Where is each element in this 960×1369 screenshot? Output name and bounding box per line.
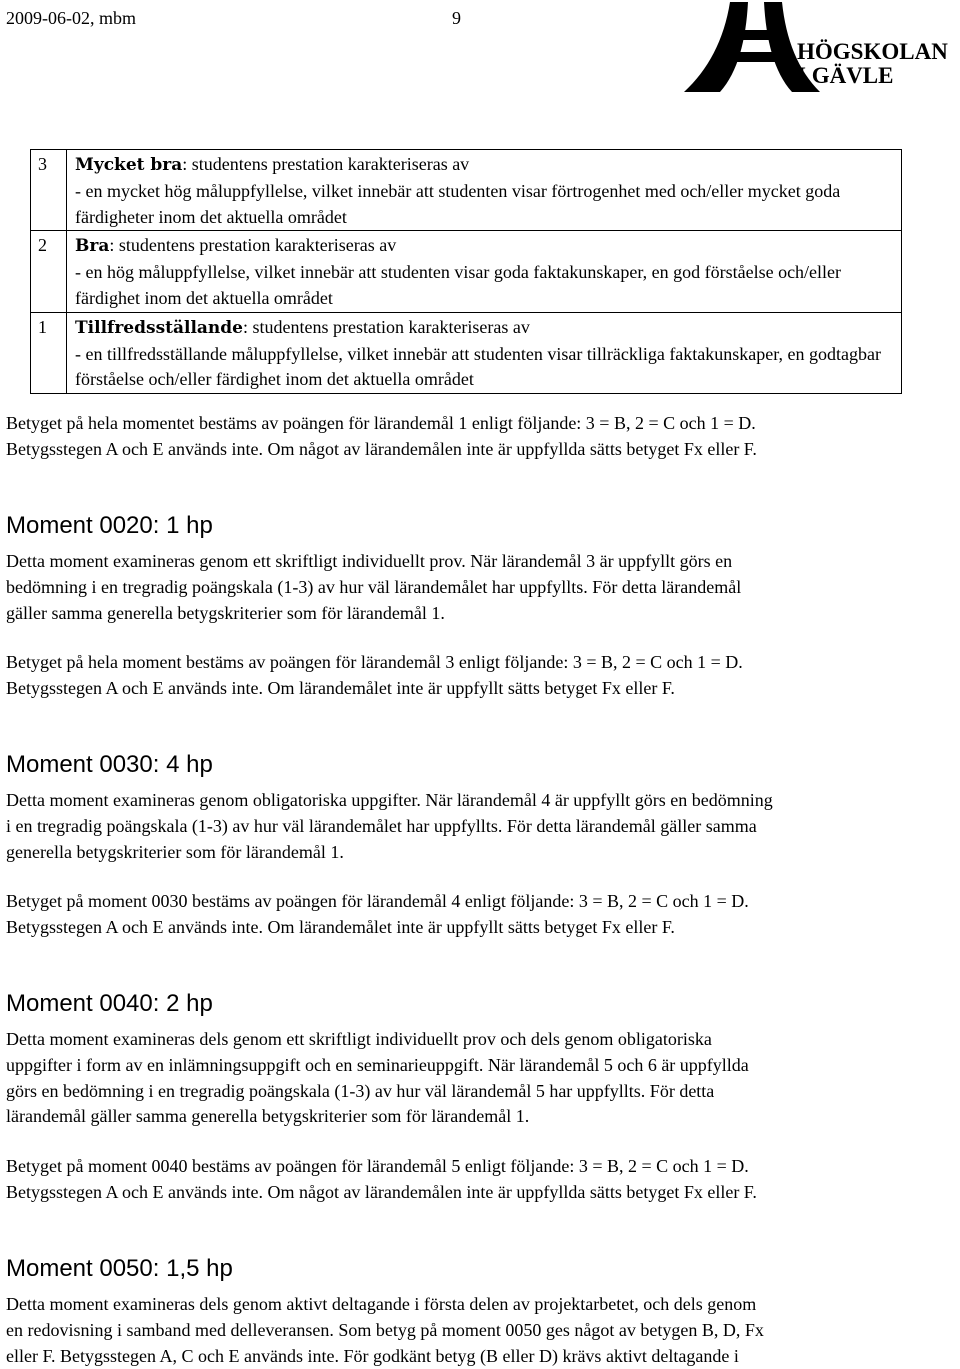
text-line: bedömning i en tregradig poängskala (1-3) av hur väl lärandemålet har uppfyllts. För detta lärandemål [6,576,742,597]
text-line: Detta moment examineras dels genom aktivt deltagande i första delen av projektarbetet, och dels genom [6,1294,757,1314]
grade-number: 2 [31,231,67,312]
text-line: Betygsstegen A och E används inte. Om lärandemålet inte är uppfyllt sätts betyget Fx eller F. [6,916,675,937]
logo-line-1: HÖGSKOLAN [797,39,948,64]
grade-intro: : studentens prestation karakteriseras av [243,316,530,337]
text-line: Betyget på moment 0030 bestäms av poängen för lärandemål 4 enligt följande: 3 = B, 2 = C och 1 = D. [6,891,749,911]
text-line: gäller samma generella betygskriterier som för lärandemål 1. [6,602,445,623]
page-number: 9 [452,8,461,28]
grade-detail: - en hög måluppfyllelse, vilket innebär att studenten visar goda faktakunskaper, en god förståelse och/eller färdighet inom det aktuella området [75,262,842,308]
text-line: i en tregradig poängskala (1-3) av hur väl lärandemålet har uppfyllts. För detta lärandemål gäller samma [6,815,757,836]
grade-number: 1 [31,312,67,393]
text-line: Betygsstegen A och E används inte. Om något av lärandemålen inte är uppfyllda sätts betyget Fx eller F. [6,438,757,459]
table-row [31,150,902,231]
logo-text [797,40,948,88]
grade-criteria-table [30,149,902,394]
logo-line-2: I GÄVLE [797,63,894,88]
section-heading-moment-0040: Moment 0040: 2 hp [6,990,213,1017]
grade-description [67,150,902,231]
text-line: Betygsstegen A och E används inte. Om lärandemålet inte är uppfyllt sätts betyget Fx eller F. [6,677,675,698]
text-line: Betyget på hela momentet bestäms av poängen för lärandemål 1 enligt följande: 3 = B, 2 = C och 1 = D. [6,413,756,433]
header-date-author: 2009-06-02, mbm [6,8,136,28]
text-line: uppgifter i form av en inlämningsuppgift och en seminarieuppgift. När lärandemål 5 och 6 är uppfyllda [6,1054,749,1075]
moment-0050-description [6,1292,951,1369]
grade-name: Bra [75,236,110,257]
text-line: Betygsstegen A och E används inte. Om något av lärandemålen inte är uppfyllda sätts betyget Fx eller F. [6,1181,757,1202]
grade-description [67,312,902,393]
grade-name: Mycket bra [75,155,183,175]
text-line: Betyget på hela moment bestäms av poängen för lärandemål 3 enligt följande: 3 = B, 2 = C och 1 = D. [6,652,743,672]
moment-0040-grading [6,1154,951,1206]
grade-intro: : studentens prestation karakteriseras av [109,235,397,256]
moment-0040-description [6,1027,951,1130]
section-heading-moment-0020: Moment 0020: 1 hp [6,512,213,539]
text-line: lärandemål gäller samma generella betygskriterier som för lärandemål 1. [6,1106,530,1127]
grade-number: 3 [31,150,67,231]
section-heading-moment-0050: Moment 0050: 1,5 hp [6,1255,233,1282]
grade-detail: - en mycket hög måluppfyllelse, vilket innebär att studenten visar förtrogenhet med och/eller mycket goda färdigheter inom det aktuella området [75,180,841,227]
section-heading-moment-0030: Moment 0030: 4 hp [6,751,213,778]
text-line: generella betygskriterier som för lärandemål 1. [6,841,344,862]
text-line: Detta moment examineras genom ett skriftligt individuellt prov. När lärandemål 3 är uppfyllt görs en [6,551,733,571]
text-line: en redovisning i samband med delleveransen. Som betyg på moment 0050 ges något av betygen B, D, Fx [6,1319,764,1340]
moment-0020-grading [6,650,951,702]
moment-0030-grading [6,889,951,941]
grade-detail: - en tillfredsställande måluppfyllelse, vilket innebär att studenten visar tillräckliga faktakunskaper, en godtagbar förståelse och/eller färdighet inom det aktuella området [75,343,882,390]
text-line: Detta moment examineras dels genom ett skriftligt individuellt prov och dels genom obligatoriska [6,1029,712,1049]
grading-rule-paragraph [6,411,951,463]
university-logo [680,0,960,100]
moment-0020-description [6,549,951,626]
table-row [31,312,902,393]
moment-0030-description [6,788,951,865]
grade-description [67,231,902,312]
text-line: Betyget på moment 0040 bestäms av poängen för lärandemål 5 enligt följande: 3 = B, 2 = C och 1 = D. [6,1156,749,1176]
text-line: Detta moment examineras genom obligatoriska uppgifter. När lärandemål 4 är uppfyllt görs en bedömning [6,790,773,810]
grade-intro: : studentens prestation karakteriseras av [182,154,470,174]
text-line: eller F. Betygsstegen A, C och E används inte. För godkänt betyg (B eller D) krävs aktivt deltagande i [6,1345,739,1366]
text-line: görs en bedömning i en tregradig poängskala (1-3) av hur väl lärandemål 5 har uppfyllts. För detta [6,1080,715,1101]
table-row [31,231,902,312]
grade-name: Tillfredsställande [75,317,243,338]
